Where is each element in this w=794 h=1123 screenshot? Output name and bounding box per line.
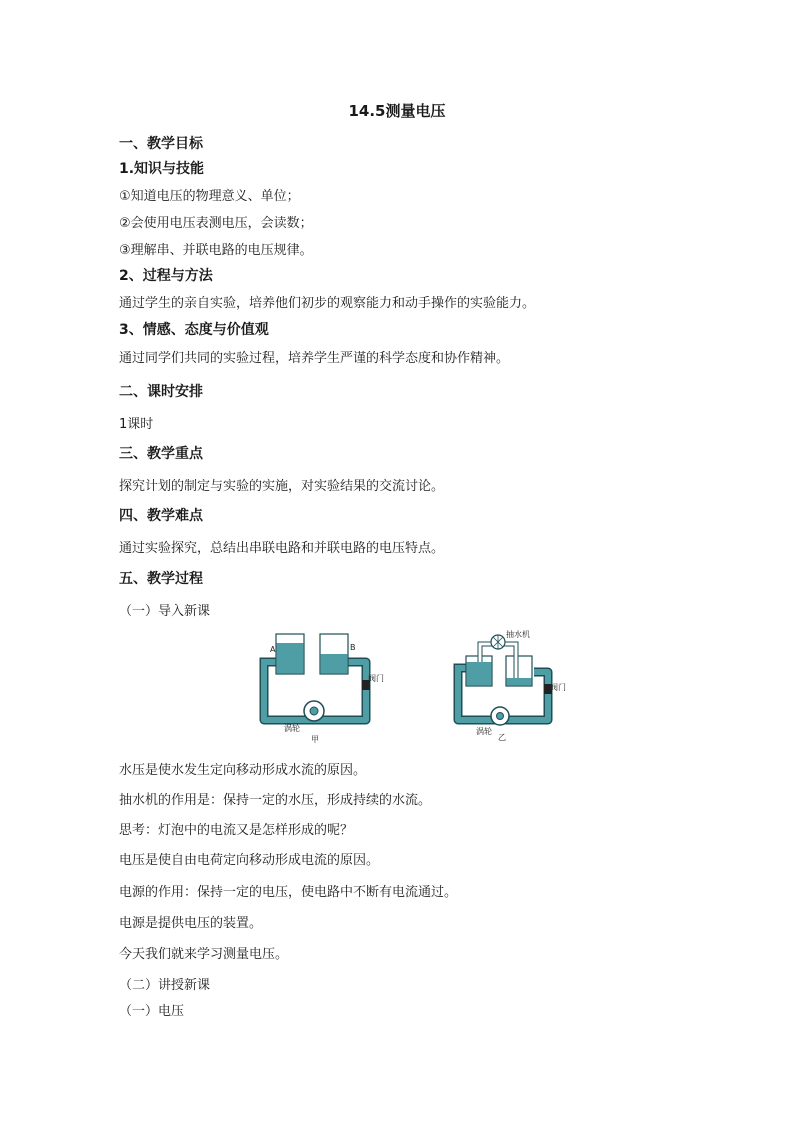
attitude-values-text: 通过同学们共同的实验过程，培养学生严谨的科学态度和协作精神。 [119, 351, 510, 366]
valve-label: 阀门 [550, 683, 566, 692]
objective-item-1: ①知道电压的物理意义、单位； [119, 189, 300, 204]
heading-process-method: 2、过程与方法 [119, 268, 213, 284]
water-circuit-figure-b [448, 628, 578, 748]
heading-teaching-process: 五、教学过程 [119, 571, 203, 587]
difficulties-text: 通过实验探究，总结出串联电路和并联电路的电压特点。 [119, 541, 445, 556]
water-circuit-figure-a [254, 628, 389, 748]
power-source-definition-text: 电源是提供电压的装置。 [119, 916, 263, 931]
today-topic-text: 今天我们就来学习测量电压。 [119, 947, 289, 962]
tank-b-water [321, 654, 348, 673]
tank-a-label: A [270, 645, 276, 654]
page-title: 14.5测量电压 [348, 102, 446, 120]
key-points-text: 探究计划的制定与实验的实施，对实验结果的交流讨论。 [119, 479, 445, 494]
figure-b-caption: 乙 [498, 733, 506, 742]
power-source-function-text: 电源的作用：保持一定的电压，使电路中不断有电流通过。 [119, 885, 458, 900]
tank-a-water [277, 643, 304, 673]
turbine-label: 涡轮 [284, 724, 300, 733]
subheading-introduction: （一）导入新课 [119, 604, 211, 619]
turbine-label: 涡轮 [476, 727, 492, 736]
pump-label: 抽水机 [506, 630, 530, 639]
objective-item-3: ③理解串、并联电路的电压规律。 [119, 243, 313, 258]
heading-schedule: 二、课时安排 [119, 384, 203, 400]
voltage-definition-text: 电压是使自由电荷定向移动形成电流的原因。 [119, 853, 380, 868]
heading-objectives: 一、教学目标 [119, 136, 203, 152]
question-text: 思考：灯泡中的电流又是怎样形成的呢？ [119, 823, 354, 838]
subheading-voltage: （一）电压 [119, 1004, 185, 1019]
tank-right-water [507, 678, 532, 685]
figure-a-caption: 甲 [311, 735, 319, 744]
tank-left-water [467, 662, 492, 685]
tank-b-label: B [350, 643, 356, 652]
valve-label: 阀门 [368, 674, 384, 683]
objective-item-2: ②会使用电压表测电压，会读数； [119, 216, 313, 231]
process-method-text: 通过学生的亲自实验，培养他们初步的观察能力和动手操作的实验能力。 [119, 296, 536, 311]
heading-knowledge-skills: 1.知识与技能 [119, 161, 205, 177]
turbine-hub-icon [310, 707, 318, 715]
heading-difficulties: 四、教学难点 [119, 508, 203, 524]
turbine-hub-icon [497, 713, 504, 720]
water-pressure-text: 水压是使水发生定向移动形成水流的原因。 [119, 763, 367, 778]
pump-function-text: 抽水机的作用是：保持一定的水压，形成持续的水流。 [119, 793, 432, 808]
heading-key-points: 三、教学重点 [119, 446, 203, 462]
heading-attitude-values: 3、情感、态度与价值观 [119, 322, 269, 338]
schedule-text: 1课时 [119, 417, 154, 432]
subheading-new-lesson: （二）讲授新课 [119, 978, 211, 993]
pipe-water-left [264, 662, 276, 680]
